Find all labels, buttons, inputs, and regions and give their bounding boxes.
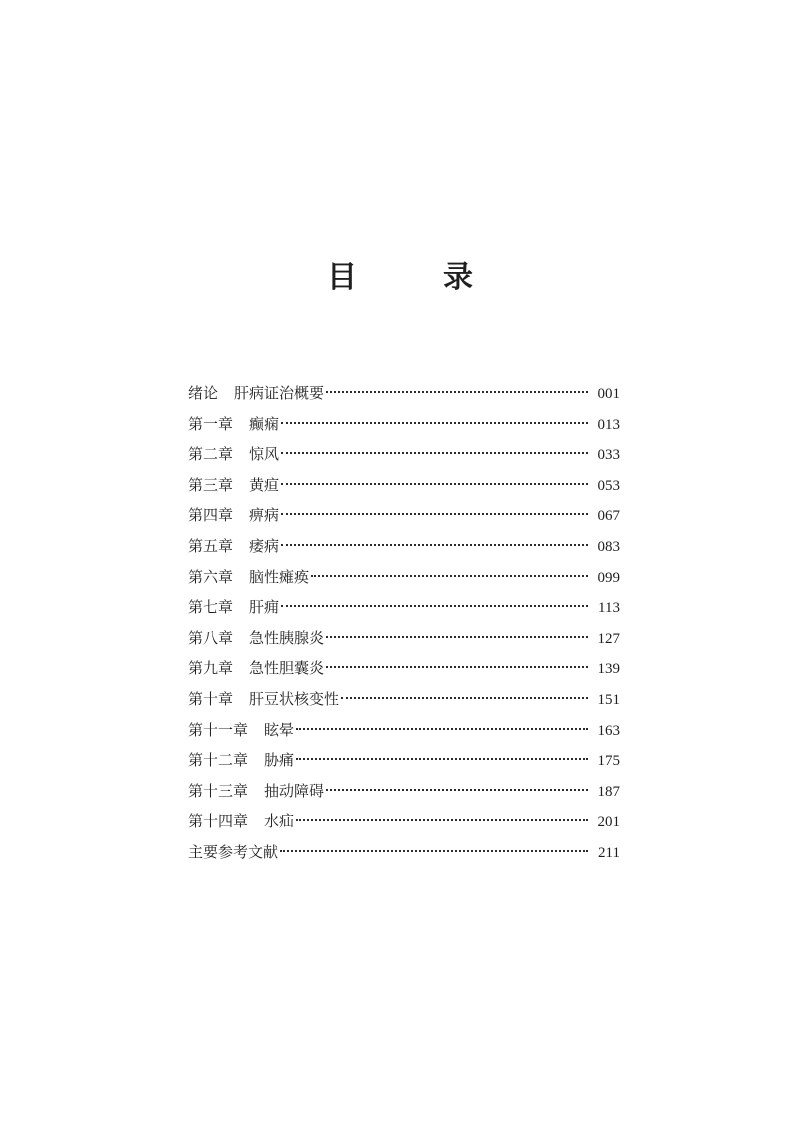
chapter-name: 肝痈 bbox=[249, 598, 280, 617]
toc-entry bbox=[188, 745, 620, 776]
dot-leader bbox=[326, 391, 588, 393]
chapter-label: 第十一章 bbox=[188, 720, 249, 739]
dot-leader bbox=[281, 605, 588, 607]
dot-leader bbox=[281, 513, 588, 515]
page-number: 083 bbox=[597, 538, 620, 555]
chapter-name: 水疝 bbox=[264, 812, 295, 831]
toc-entry bbox=[188, 684, 620, 715]
toc-entry bbox=[188, 776, 620, 807]
page-number: 163 bbox=[597, 722, 620, 739]
toc-entry bbox=[188, 592, 620, 623]
chapter-name: 惊风 bbox=[249, 445, 280, 464]
toc-entry bbox=[188, 409, 620, 440]
chapter-label: 第六章 bbox=[188, 567, 234, 586]
page-number: 175 bbox=[597, 753, 620, 770]
dot-leader bbox=[296, 819, 588, 821]
chapter-label: 第十三章 bbox=[188, 781, 249, 800]
chapter-label: 第二章 bbox=[188, 445, 234, 464]
chapter-name: 肝病证治概要 bbox=[234, 384, 325, 402]
chapter-label: 第三章 bbox=[188, 475, 234, 494]
chapter-label: 第一章 bbox=[188, 414, 234, 433]
toc-entry bbox=[188, 715, 620, 746]
chapter-name: 急性胰腺炎 bbox=[249, 628, 325, 647]
dot-leader bbox=[281, 544, 588, 546]
page-number: 139 bbox=[597, 661, 620, 678]
chapter-name: 脑性瘫痪 bbox=[249, 567, 310, 586]
chapter-name: 癫痫 bbox=[249, 414, 280, 433]
page-number: 053 bbox=[597, 477, 620, 494]
toc-entry bbox=[188, 531, 620, 562]
page-number: 099 bbox=[597, 569, 620, 586]
toc-entry bbox=[188, 378, 620, 409]
chapter-name: 痿病 bbox=[249, 536, 280, 555]
dot-leader bbox=[281, 483, 588, 485]
page-number: 113 bbox=[598, 600, 620, 617]
toc-entry bbox=[188, 470, 620, 501]
dot-leader bbox=[341, 697, 588, 699]
chapter-label: 第九章 bbox=[188, 659, 234, 678]
page-number: 001 bbox=[597, 386, 620, 402]
page-number: 187 bbox=[597, 783, 620, 800]
dot-leader bbox=[326, 666, 588, 668]
dot-leader bbox=[280, 850, 588, 852]
toc-entry bbox=[188, 653, 620, 684]
chapter-name: 主要参考文献 bbox=[188, 842, 279, 861]
chapter-name: 肝豆状核变性 bbox=[249, 689, 340, 708]
dot-leader bbox=[326, 636, 588, 638]
chapter-label: 第十章 bbox=[188, 689, 234, 708]
chapter-label: 第七章 bbox=[188, 598, 234, 617]
page-number: 013 bbox=[597, 416, 620, 433]
page-number: 127 bbox=[597, 630, 620, 647]
toc-entry bbox=[188, 623, 620, 654]
page-number: 033 bbox=[597, 447, 620, 464]
chapter-name: 抽动障碍 bbox=[264, 781, 325, 800]
chapter-name: 黄疸 bbox=[249, 475, 280, 494]
page-number: 201 bbox=[597, 814, 620, 831]
page-number: 211 bbox=[598, 844, 620, 861]
chapter-label: 第十四章 bbox=[188, 812, 249, 831]
dot-leader bbox=[296, 758, 588, 760]
chapter-name: 胁痛 bbox=[264, 751, 295, 770]
toc-entry bbox=[188, 500, 620, 531]
page-number: 151 bbox=[597, 691, 620, 708]
toc-entry bbox=[188, 562, 620, 593]
table-of-contents bbox=[188, 378, 620, 868]
chapter-label: 第五章 bbox=[188, 536, 234, 555]
dot-leader bbox=[281, 422, 588, 424]
chapter-name: 痹病 bbox=[249, 506, 280, 525]
chapter-name: 眩晕 bbox=[264, 720, 295, 739]
dot-leader bbox=[311, 575, 588, 577]
page-number: 067 bbox=[597, 508, 620, 525]
chapter-label: 第四章 bbox=[188, 506, 234, 525]
toc-entry bbox=[188, 439, 620, 470]
chapter-label: 绪论 bbox=[188, 384, 219, 402]
chapter-name: 急性胆囊炎 bbox=[249, 659, 325, 678]
dot-leader bbox=[326, 789, 588, 791]
chapter-label: 第八章 bbox=[188, 628, 234, 647]
toc-entry bbox=[188, 806, 620, 837]
dot-leader bbox=[296, 728, 588, 730]
chapter-label: 第十二章 bbox=[188, 751, 249, 770]
page-title: 目 录 bbox=[327, 260, 501, 295]
dot-leader bbox=[281, 452, 588, 454]
toc-entry bbox=[188, 837, 620, 868]
